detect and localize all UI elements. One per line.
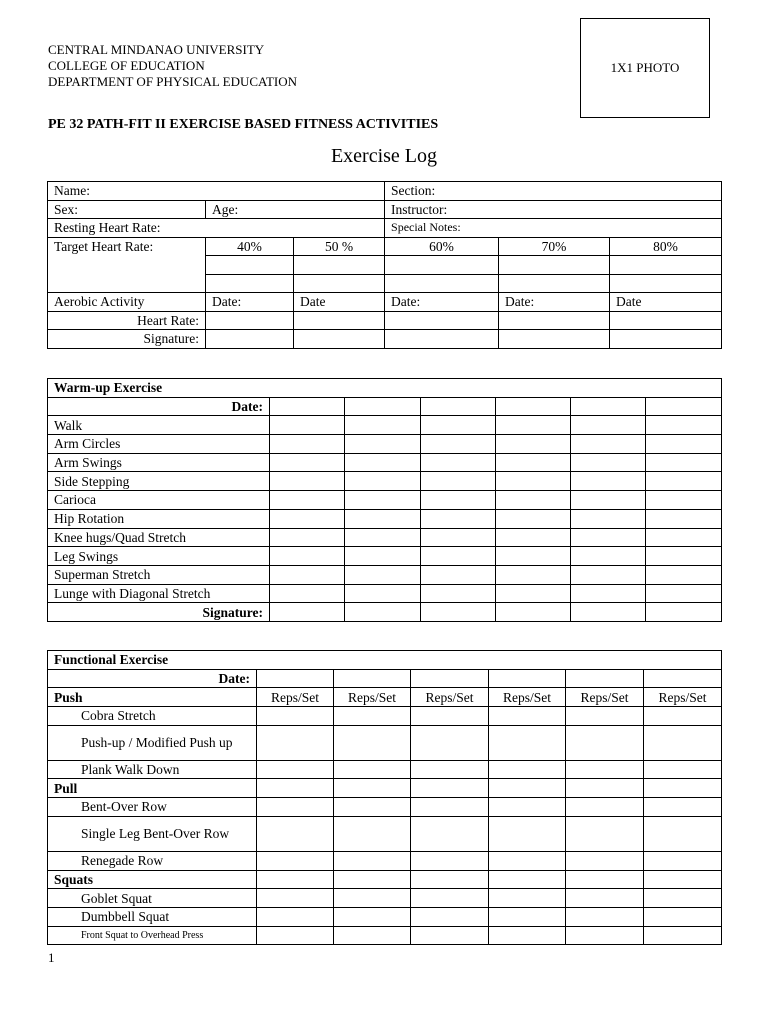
thr-cell[interactable] <box>499 256 610 275</box>
photo-box <box>580 18 710 118</box>
warmup-item: Side Stepping <box>48 472 270 491</box>
thr-cell[interactable] <box>499 274 610 293</box>
warmup-item: Hip Rotation <box>48 509 270 528</box>
date-cell[interactable] <box>257 669 334 688</box>
date-cell[interactable] <box>489 669 566 688</box>
log-cell[interactable] <box>270 416 345 435</box>
log-cell[interactable] <box>644 725 722 760</box>
exercise-item: Push-up / Modified Push up <box>48 725 257 760</box>
log-cell[interactable] <box>489 816 566 851</box>
log-cell[interactable] <box>334 870 411 889</box>
warmup-item: Walk <box>48 416 270 435</box>
exercise-item: Goblet Squat <box>48 889 257 908</box>
log-cell[interactable] <box>345 453 421 472</box>
age-field[interactable]: Age: <box>206 200 385 219</box>
warmup-table <box>47 378 722 622</box>
thr-cell[interactable] <box>294 274 385 293</box>
percent-50: 50 % <box>294 237 385 256</box>
functional-date-label: Date: <box>48 669 257 688</box>
sig-cell[interactable] <box>421 603 496 622</box>
reps-set-header: Reps/Set <box>566 688 644 707</box>
log-cell[interactable] <box>345 435 421 454</box>
sig-cell[interactable] <box>571 603 646 622</box>
log-cell[interactable] <box>257 779 334 798</box>
log-cell[interactable] <box>345 491 421 510</box>
log-cell[interactable] <box>345 416 421 435</box>
log-cell[interactable] <box>496 584 571 603</box>
date-cell[interactable] <box>345 397 421 416</box>
warmup-item: Arm Circles <box>48 435 270 454</box>
log-cell[interactable] <box>566 798 644 817</box>
log-cell[interactable] <box>644 851 722 870</box>
log-cell[interactable] <box>571 491 646 510</box>
log-cell[interactable] <box>421 584 496 603</box>
log-cell[interactable] <box>566 707 644 726</box>
log-cell[interactable] <box>334 889 411 908</box>
sig-cell[interactable] <box>270 603 345 622</box>
log-cell[interactable] <box>270 509 345 528</box>
aerobic-date-4[interactable]: Date: <box>499 293 610 312</box>
exercise-item: Front Squat to Overhead Press <box>48 926 257 945</box>
log-cell[interactable] <box>257 798 334 817</box>
aerobic-date-2[interactable]: Date <box>294 293 385 312</box>
log-cell[interactable] <box>489 798 566 817</box>
warmup-item: Arm Swings <box>48 453 270 472</box>
log-cell[interactable] <box>257 926 334 945</box>
date-cell[interactable] <box>496 397 571 416</box>
exercise-item: Plank Walk Down <box>48 760 257 779</box>
log-cell[interactable] <box>411 889 489 908</box>
heart-rate-label: Heart Rate: <box>48 311 206 330</box>
date-cell[interactable] <box>421 397 496 416</box>
log-cell[interactable] <box>421 509 496 528</box>
sig-cell[interactable] <box>206 330 294 349</box>
functional-table <box>47 650 722 945</box>
sig-cell[interactable] <box>385 330 499 349</box>
log-cell[interactable] <box>571 472 646 491</box>
log-cell[interactable] <box>646 453 722 472</box>
warmup-item: Lunge with Diagonal Stretch <box>48 584 270 603</box>
hr-cell[interactable] <box>206 311 294 330</box>
log-cell[interactable] <box>644 760 722 779</box>
exercise-item: Renegade Row <box>48 851 257 870</box>
course-title: PE 32 PATH-FIT II EXERCISE BASED FITNESS ACTIVITIES <box>48 117 439 132</box>
log-cell[interactable] <box>644 907 722 926</box>
log-cell[interactable] <box>411 760 489 779</box>
log-cell[interactable] <box>489 725 566 760</box>
aerobic-activity-label: Aerobic Activity <box>48 293 206 312</box>
warmup-title: Warm-up Exercise <box>48 379 722 398</box>
log-cell[interactable] <box>566 851 644 870</box>
date-cell[interactable] <box>646 397 722 416</box>
log-cell[interactable] <box>334 926 411 945</box>
log-cell[interactable] <box>257 870 334 889</box>
pull-heading: Pull <box>48 779 257 798</box>
exercise-item: Cobra Stretch <box>48 707 257 726</box>
warmup-item: Knee hugs/Quad Stretch <box>48 528 270 547</box>
department-name: DEPARTMENT OF PHYSICAL EDUCATION <box>48 74 298 89</box>
log-cell[interactable] <box>257 816 334 851</box>
log-cell[interactable] <box>566 816 644 851</box>
log-cell[interactable] <box>334 851 411 870</box>
log-cell[interactable] <box>270 472 345 491</box>
log-cell[interactable] <box>644 870 722 889</box>
aerobic-signature-label: Signature: <box>48 330 206 349</box>
log-cell[interactable] <box>421 565 496 584</box>
log-cell[interactable] <box>489 889 566 908</box>
reps-set-header: Reps/Set <box>644 688 722 707</box>
section-field[interactable]: Section: <box>385 182 722 201</box>
log-cell[interactable] <box>571 565 646 584</box>
reps-set-header: Reps/Set <box>257 688 334 707</box>
log-cell[interactable] <box>646 491 722 510</box>
log-cell[interactable] <box>489 707 566 726</box>
info-table <box>47 181 722 349</box>
log-cell[interactable] <box>270 435 345 454</box>
target-heart-rate-label: Target Heart Rate: <box>48 237 206 293</box>
log-cell[interactable] <box>421 453 496 472</box>
log-cell[interactable] <box>411 725 489 760</box>
log-cell[interactable] <box>496 416 571 435</box>
log-cell[interactable] <box>646 435 722 454</box>
date-cell[interactable] <box>571 397 646 416</box>
log-cell[interactable] <box>257 760 334 779</box>
sig-cell[interactable] <box>499 330 610 349</box>
log-cell[interactable] <box>334 725 411 760</box>
log-cell[interactable] <box>411 707 489 726</box>
log-cell[interactable] <box>421 435 496 454</box>
log-cell[interactable] <box>421 547 496 566</box>
thr-cell[interactable] <box>294 256 385 275</box>
date-cell[interactable] <box>644 669 722 688</box>
log-cell[interactable] <box>345 509 421 528</box>
hr-cell[interactable] <box>499 311 610 330</box>
log-cell[interactable] <box>257 907 334 926</box>
log-cell[interactable] <box>496 472 571 491</box>
exercise-item: Single Leg Bent-Over Row <box>48 816 257 851</box>
date-cell[interactable] <box>334 669 411 688</box>
warmup-item: Carioca <box>48 491 270 510</box>
warmup-date-label: Date: <box>48 397 270 416</box>
sig-cell[interactable] <box>294 330 385 349</box>
log-cell[interactable] <box>345 547 421 566</box>
aerobic-date-1[interactable]: Date: <box>206 293 294 312</box>
log-cell[interactable] <box>644 926 722 945</box>
reps-set-header: Reps/Set <box>334 688 411 707</box>
log-cell[interactable] <box>571 528 646 547</box>
log-cell[interactable] <box>489 760 566 779</box>
college-name: COLLEGE OF EDUCATION <box>48 58 205 73</box>
thr-cell[interactable] <box>385 256 499 275</box>
log-cell[interactable] <box>411 798 489 817</box>
page-title: Exercise Log <box>330 145 438 167</box>
log-cell[interactable] <box>644 889 722 908</box>
log-cell[interactable] <box>421 528 496 547</box>
log-cell[interactable] <box>571 435 646 454</box>
log-cell[interactable] <box>334 707 411 726</box>
warmup-item: Leg Swings <box>48 547 270 566</box>
log-cell[interactable] <box>411 907 489 926</box>
log-cell[interactable] <box>646 416 722 435</box>
log-cell[interactable] <box>489 926 566 945</box>
reps-set-header: Reps/Set <box>489 688 566 707</box>
log-cell[interactable] <box>644 798 722 817</box>
log-cell[interactable] <box>270 528 345 547</box>
log-cell[interactable] <box>644 816 722 851</box>
log-cell[interactable] <box>646 584 722 603</box>
log-cell[interactable] <box>489 779 566 798</box>
percent-60: 60% <box>385 237 499 256</box>
resting-heart-rate-field[interactable]: Resting Heart Rate: <box>48 219 385 238</box>
log-cell[interactable] <box>411 870 489 889</box>
log-cell[interactable] <box>571 453 646 472</box>
log-cell[interactable] <box>646 565 722 584</box>
name-field[interactable]: Name: <box>48 182 385 201</box>
log-cell[interactable] <box>566 907 644 926</box>
sig-cell[interactable] <box>496 603 571 622</box>
sig-cell[interactable] <box>646 603 722 622</box>
thr-cell[interactable] <box>610 256 722 275</box>
log-cell[interactable] <box>571 416 646 435</box>
log-cell[interactable] <box>489 870 566 889</box>
log-cell[interactable] <box>566 926 644 945</box>
log-cell[interactable] <box>571 509 646 528</box>
log-cell[interactable] <box>411 851 489 870</box>
log-cell[interactable] <box>571 584 646 603</box>
log-cell[interactable] <box>496 565 571 584</box>
hr-cell[interactable] <box>610 311 722 330</box>
aerobic-date-5[interactable]: Date <box>610 293 722 312</box>
log-cell[interactable] <box>345 528 421 547</box>
log-cell[interactable] <box>411 779 489 798</box>
log-cell[interactable] <box>566 725 644 760</box>
log-cell[interactable] <box>334 907 411 926</box>
log-cell[interactable] <box>270 565 345 584</box>
log-cell[interactable] <box>257 707 334 726</box>
log-cell[interactable] <box>270 547 345 566</box>
log-cell[interactable] <box>257 851 334 870</box>
log-cell[interactable] <box>270 491 345 510</box>
log-cell[interactable] <box>496 453 571 472</box>
log-cell[interactable] <box>334 816 411 851</box>
log-cell[interactable] <box>496 435 571 454</box>
date-cell[interactable] <box>411 669 489 688</box>
exercise-item: Dumbbell Squat <box>48 907 257 926</box>
log-cell[interactable] <box>489 851 566 870</box>
thr-cell[interactable] <box>385 274 499 293</box>
log-cell[interactable] <box>421 491 496 510</box>
instructor-field[interactable]: Instructor: <box>385 200 722 219</box>
log-cell[interactable] <box>421 472 496 491</box>
log-cell[interactable] <box>496 528 571 547</box>
log-cell[interactable] <box>334 779 411 798</box>
log-cell[interactable] <box>489 907 566 926</box>
log-cell[interactable] <box>646 547 722 566</box>
log-cell[interactable] <box>334 760 411 779</box>
log-cell[interactable] <box>646 528 722 547</box>
hr-cell[interactable] <box>294 311 385 330</box>
sex-field[interactable]: Sex: <box>48 200 206 219</box>
log-cell[interactable] <box>644 707 722 726</box>
log-cell[interactable] <box>421 416 496 435</box>
exercise-item: Bent-Over Row <box>48 798 257 817</box>
push-heading: Push <box>48 688 257 707</box>
date-cell[interactable] <box>270 397 345 416</box>
log-cell[interactable] <box>345 565 421 584</box>
log-cell[interactable] <box>345 472 421 491</box>
log-cell[interactable] <box>345 584 421 603</box>
photo-label: 1X1 PHOTO <box>610 60 680 75</box>
log-cell[interactable] <box>257 889 334 908</box>
warmup-signature-label: Signature: <box>48 603 270 622</box>
sig-cell[interactable] <box>345 603 421 622</box>
thr-cell[interactable] <box>610 274 722 293</box>
log-cell[interactable] <box>411 816 489 851</box>
page-number: 1 <box>48 950 55 965</box>
log-cell[interactable] <box>270 584 345 603</box>
log-cell[interactable] <box>334 798 411 817</box>
thr-cell[interactable] <box>206 274 294 293</box>
squats-heading: Squats <box>48 870 257 889</box>
log-cell[interactable] <box>566 889 644 908</box>
log-cell[interactable] <box>257 725 334 760</box>
log-cell[interactable] <box>411 926 489 945</box>
reps-set-header: Reps/Set <box>411 688 489 707</box>
log-cell[interactable] <box>496 547 571 566</box>
log-cell[interactable] <box>566 760 644 779</box>
log-cell[interactable] <box>644 779 722 798</box>
log-cell[interactable] <box>571 547 646 566</box>
aerobic-date-3[interactable]: Date: <box>385 293 499 312</box>
special-notes-field[interactable]: Special Notes: <box>385 219 722 238</box>
sig-cell[interactable] <box>610 330 722 349</box>
functional-title: Functional Exercise <box>48 651 722 670</box>
thr-cell[interactable] <box>206 256 294 275</box>
percent-70: 70% <box>499 237 610 256</box>
university-name: CENTRAL MINDANAO UNIVERSITY <box>48 42 265 57</box>
log-cell[interactable] <box>646 509 722 528</box>
warmup-item: Superman Stretch <box>48 565 270 584</box>
log-cell[interactable] <box>496 491 571 510</box>
log-cell[interactable] <box>566 779 644 798</box>
date-cell[interactable] <box>566 669 644 688</box>
percent-40: 40% <box>206 237 294 256</box>
log-cell[interactable] <box>646 472 722 491</box>
log-cell[interactable] <box>270 453 345 472</box>
log-cell[interactable] <box>566 870 644 889</box>
hr-cell[interactable] <box>385 311 499 330</box>
percent-80: 80% <box>610 237 722 256</box>
log-cell[interactable] <box>496 509 571 528</box>
